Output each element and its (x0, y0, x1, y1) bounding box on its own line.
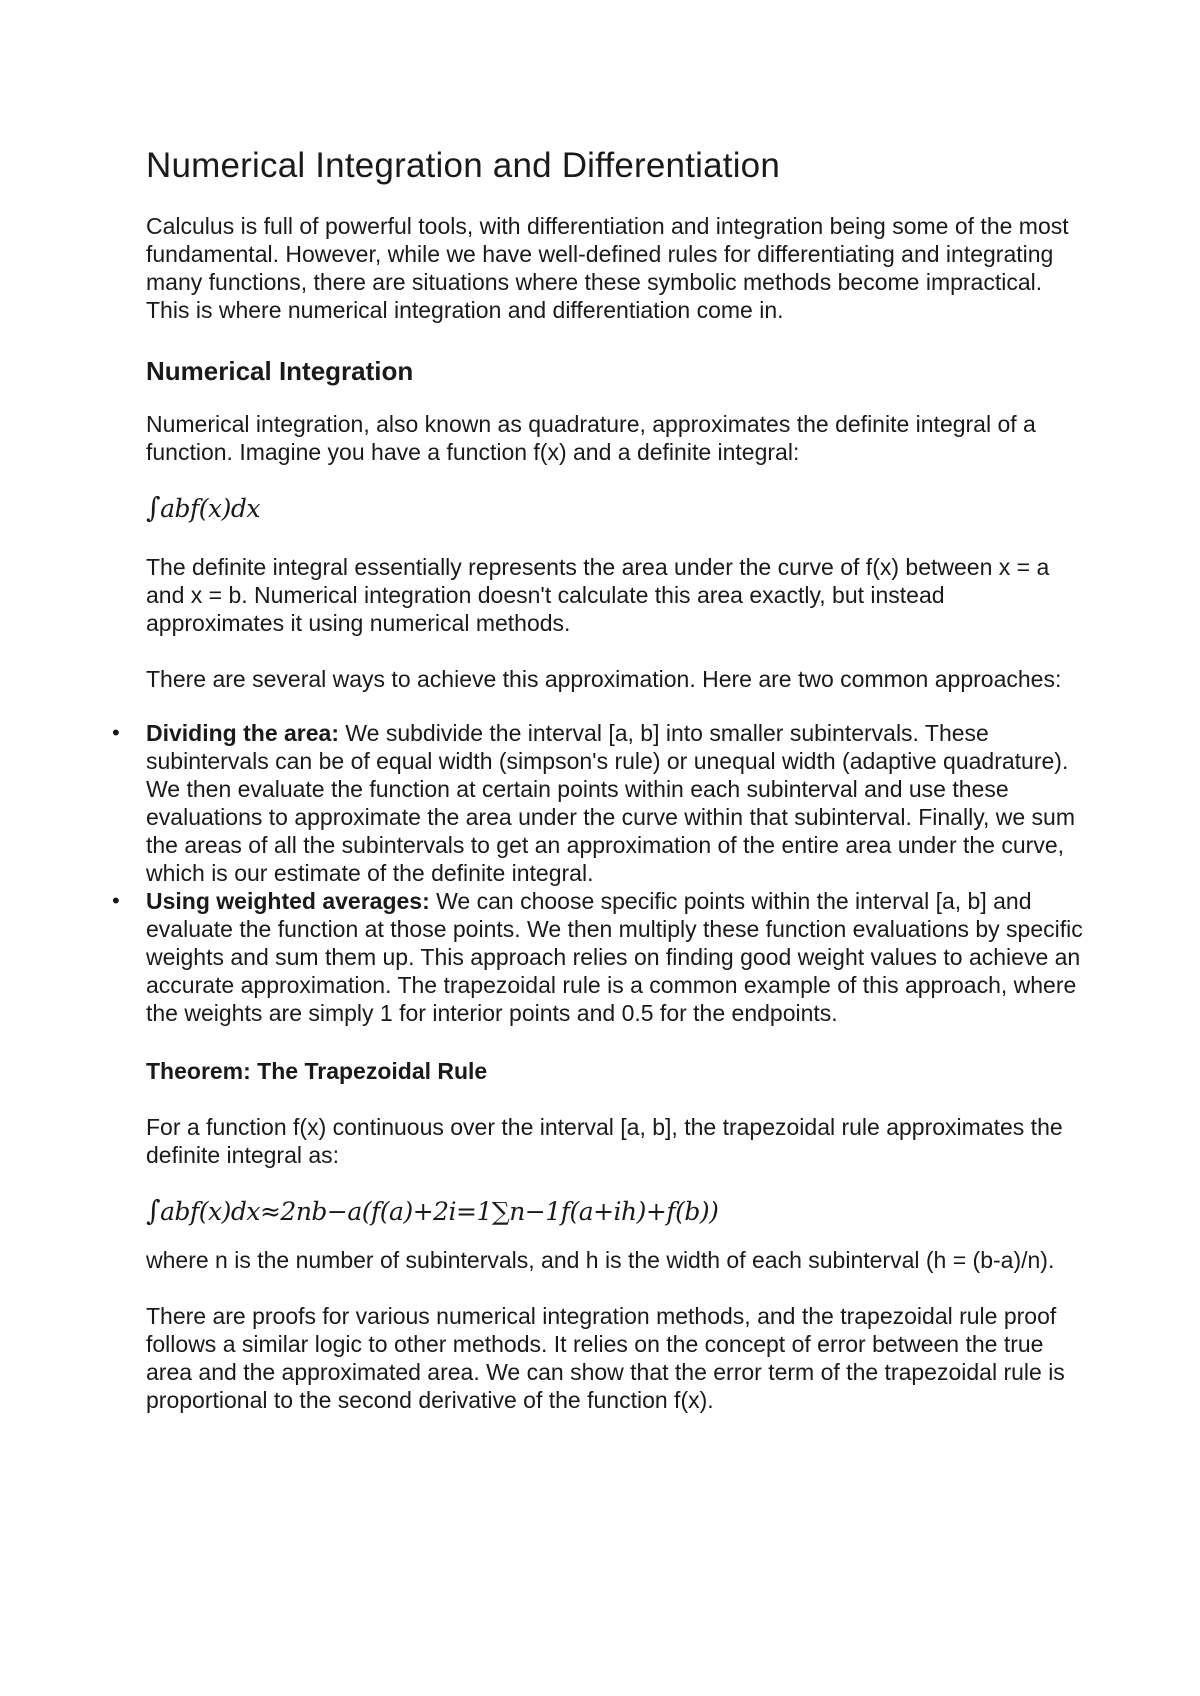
theorem-statement: For a function f(x) continuous over the interval [a, b], the trapezoidal rule approximates the definite integral as: (146, 1114, 1063, 1168)
trapezoidal-rule-formula (146, 1195, 1086, 1228)
list-item (112, 719, 1086, 887)
bullet-marker: • (112, 888, 120, 913)
intro-paragraph: Calculus is full of powerful tools, with differentiation and integration being some of the most fundamental. However, while we have well-defined rules for differentiating and integrating many functions, there are situations where these symbolic methods become impractical. This is where numerical integration and differentiation come in. (146, 213, 1069, 323)
quadrature-paragraph: Numerical integration, also known as quadrature, approximates the definite integral of a function. Imagine you have a function f(x) and a definite integral: (146, 411, 1036, 465)
area-paragraph: The definite integral essentially represents the area under the curve of f(x) between x = a and x = b. Numerical integration doesn't calculate this area exactly, but instead approximates it using numerical methods. (146, 554, 1050, 636)
document-body (112, 140, 1086, 1414)
list-item-text: We subdivide the interval [a, b] into smaller subintervals. These subintervals can be of equal width (simpson's rule) or unequal width (adaptive quadrature). We then evaluate the function at certain points within each subinterval and use these evaluations to approximate the area under the curve within that subinterval. Finally, we sum the areas of all the subintervals to get an approximation of the entire area under the curve, which is our estimate of the definite integral. (146, 720, 1076, 886)
formula-expression: abf(x)dx≈2nb−a(f(a)+2i=1∑n−1f(a+ih)+f(b)) (160, 1197, 719, 1226)
theorem-heading: Theorem: The Trapezoidal Rule (146, 1058, 488, 1084)
approaches-paragraph: There are several ways to achieve this approximation. Here are two common approaches: (146, 666, 1062, 692)
proof-paragraph: There are proofs for various numerical integration methods, and the trapezoidal rule proof follows a similar logic to other methods. It relies on the concept of error between the true area and the approximated area. We can show that the error term of the trapezoidal rule is proportional to the second derivative of the function f(x). (146, 1303, 1065, 1413)
page-title: Numerical Integration and Differentiation (146, 146, 781, 185)
definite-integral-formula (146, 492, 1086, 525)
bullet-marker: • (112, 720, 120, 745)
list-item-text: We can choose specific points within the interval [a, b] and evaluate the function at those points. We then multiply these function evaluations by specific weights and sum them up. This approach relies on finding good weight values to achieve an accurate approximation. The trapezoidal rule is a common example of this approach, where the weights are simply 1 for interior points and 0.5 for the endpoints. (146, 888, 1083, 1026)
integral-sign: ∫ (146, 491, 161, 524)
list-item-lead: Using weighted averages: (146, 888, 430, 914)
list-item (112, 887, 1086, 1027)
approaches-list (112, 719, 1086, 1027)
variables-paragraph: where n is the number of subintervals, and h is the width of each subinterval (h = (b-a)/n). (146, 1247, 1055, 1273)
integral-sign: ∫ (146, 1194, 161, 1227)
list-item-lead: Dividing the area: (146, 720, 339, 746)
section-heading: Numerical Integration (146, 356, 414, 386)
formula-expression: abf(x)dx (160, 494, 260, 523)
